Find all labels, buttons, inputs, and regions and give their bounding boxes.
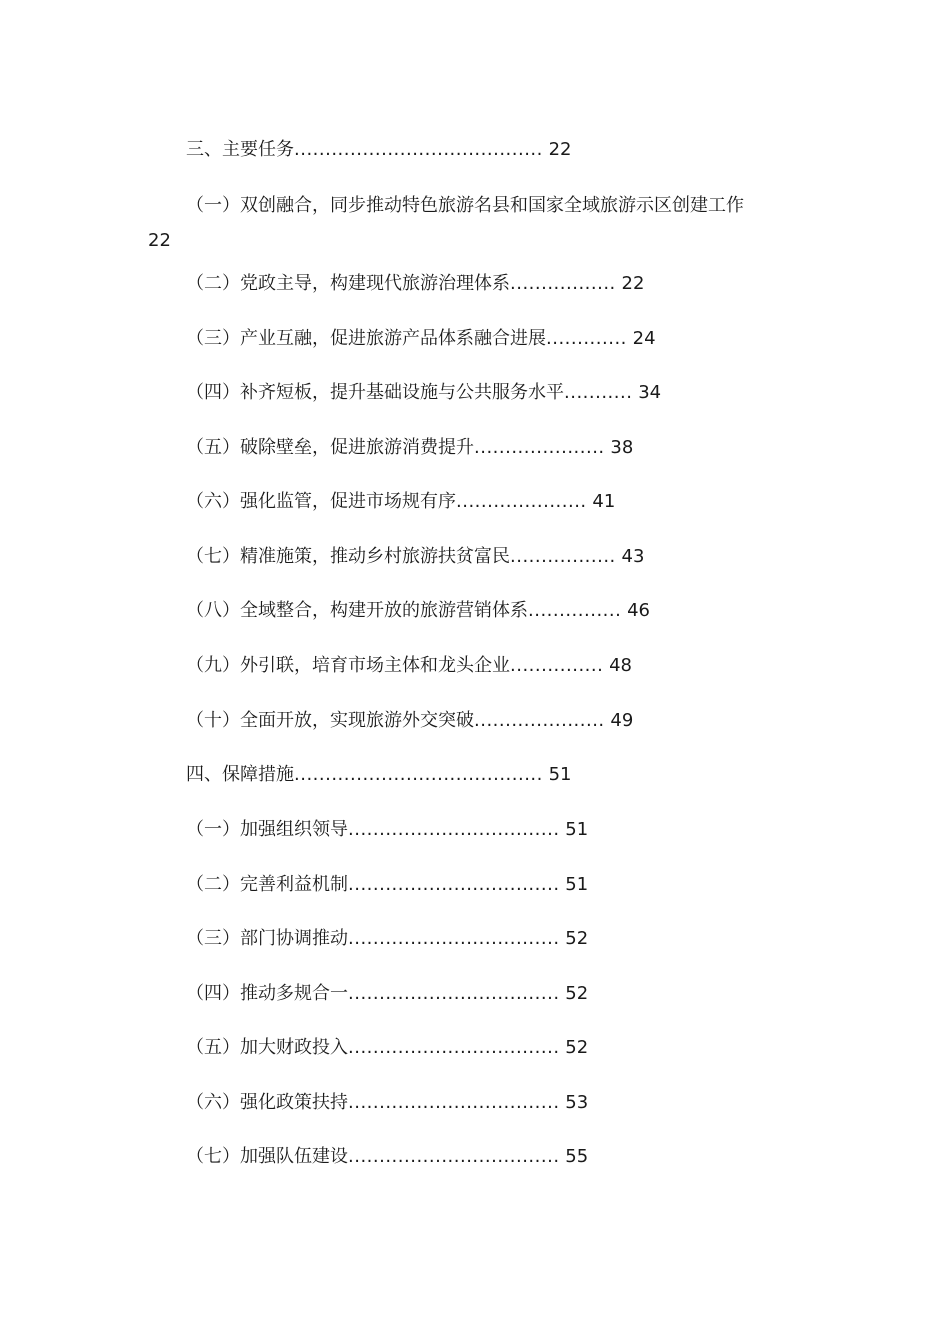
toc-leader-dots: ........................................ [294,764,543,785]
toc-entry-1-4[interactable] [186,381,661,405]
toc-leader-dots: ........... [564,382,633,403]
toc-entry-1-6[interactable] [186,490,615,514]
toc-leader-dots: ........................................ [294,139,543,160]
toc-title: （四）补齐短板，提升基础设施与公共服务水平 [186,382,564,403]
toc-entry-2-2[interactable] [186,873,588,897]
toc-page-number: 38 [610,437,634,458]
toc-leader-dots: .................................. [348,1092,560,1113]
toc-title: （二）完善利益机制 [186,874,348,895]
toc-page-number: 53 [565,1092,589,1113]
toc-title: （二）党政主导，构建现代旅游治理体系 [186,273,510,294]
toc-leader-dots: ............. [546,328,627,349]
toc-page-number: 52 [565,1037,589,1058]
toc-title: （一）双创融合，同步推动特色旅游名县和国家全域旅游示区创建工作 [186,195,744,216]
toc-leader-dots: .................................. [348,819,560,840]
toc-entry-2-7[interactable] [186,1145,588,1169]
toc-leader-dots: ............... [510,655,604,676]
toc-leader-dots: ..................... [456,491,587,512]
toc-title: （七）加强队伍建设 [186,1146,348,1167]
toc-title: （一）加强组织领导 [186,819,348,840]
toc-leader-dots: .................................. [348,983,560,1004]
toc-leader-dots: ..................... [474,437,605,458]
toc-page-number: 22 [621,273,645,294]
toc-page-number: 43 [621,546,645,567]
toc-entry-1-10[interactable] [186,709,633,733]
toc-entry-1-1-page[interactable] [148,229,171,253]
toc-title: （六）强化监管，促进市场规有序 [186,491,456,512]
toc-page-number: 51 [548,764,572,785]
toc-entry-2-6[interactable] [186,1091,588,1115]
toc-entry-safeguards[interactable] [186,763,572,787]
toc-page-number: 22 [548,139,572,160]
toc-leader-dots: ................. [510,273,616,294]
toc-title: （三）部门协调推动 [186,928,348,949]
toc-entry-1-7[interactable] [186,545,644,569]
toc-title: （七）精准施策，推动乡村旅游扶贫富民 [186,546,510,567]
toc-entry-1-2[interactable] [186,272,644,296]
toc-entry-2-1[interactable] [186,818,588,842]
toc-entry-main-tasks[interactable] [186,138,572,162]
toc-title: （八）全域整合，构建开放的旅游营销体系 [186,600,528,621]
toc-leader-dots: .................................. [348,1037,560,1058]
toc-page-number: 51 [565,874,589,895]
toc-entry-2-4[interactable] [186,982,588,1006]
toc-entry-2-5[interactable] [186,1036,588,1060]
toc-title: （五）加大财政投入 [186,1037,348,1058]
toc-entry-1-8[interactable] [186,599,650,623]
toc-entry-2-3[interactable] [186,927,588,951]
toc-title: （六）强化政策扶持 [186,1092,348,1113]
toc-leader-dots: ................. [510,546,616,567]
toc-leader-dots: .................................. [348,874,560,895]
toc-page-number: 49 [610,710,634,731]
toc-leader-dots: .................................. [348,1146,560,1167]
toc-leader-dots: ............... [528,600,622,621]
toc-title: 四、保障措施 [186,764,294,785]
toc-page-number: 41 [592,491,616,512]
toc-title: （九）外引联，培育市场主体和龙头企业 [186,655,510,676]
toc-title: （五）破除壁垒，促进旅游消费提升 [186,437,474,458]
toc-title: 三、主要任务 [186,139,294,160]
toc-page-number: 34 [638,382,662,403]
toc-page-number: 24 [632,328,656,349]
toc-entry-1-9[interactable] [186,654,632,678]
toc-title: （四）推动多规合一 [186,983,348,1004]
toc-page-number: 52 [565,928,589,949]
toc-title: （三）产业互融，促进旅游产品体系融合进展 [186,328,546,349]
toc-leader-dots: .................................. [348,928,560,949]
toc-page-number: 55 [565,1146,589,1167]
toc-title: （十）全面开放，实现旅游外交突破 [186,710,474,731]
toc-page-number: 52 [565,983,589,1004]
toc-entry-1-3[interactable] [186,327,656,351]
toc-entry-1-5[interactable] [186,436,633,460]
toc-page-number: 51 [565,819,589,840]
toc-leader-dots: ..................... [474,710,605,731]
toc-entry-1-1[interactable] [186,194,744,218]
toc-page-number: 22 [148,230,171,251]
toc-page-number: 48 [609,655,632,676]
toc-page-number: 46 [627,600,650,621]
